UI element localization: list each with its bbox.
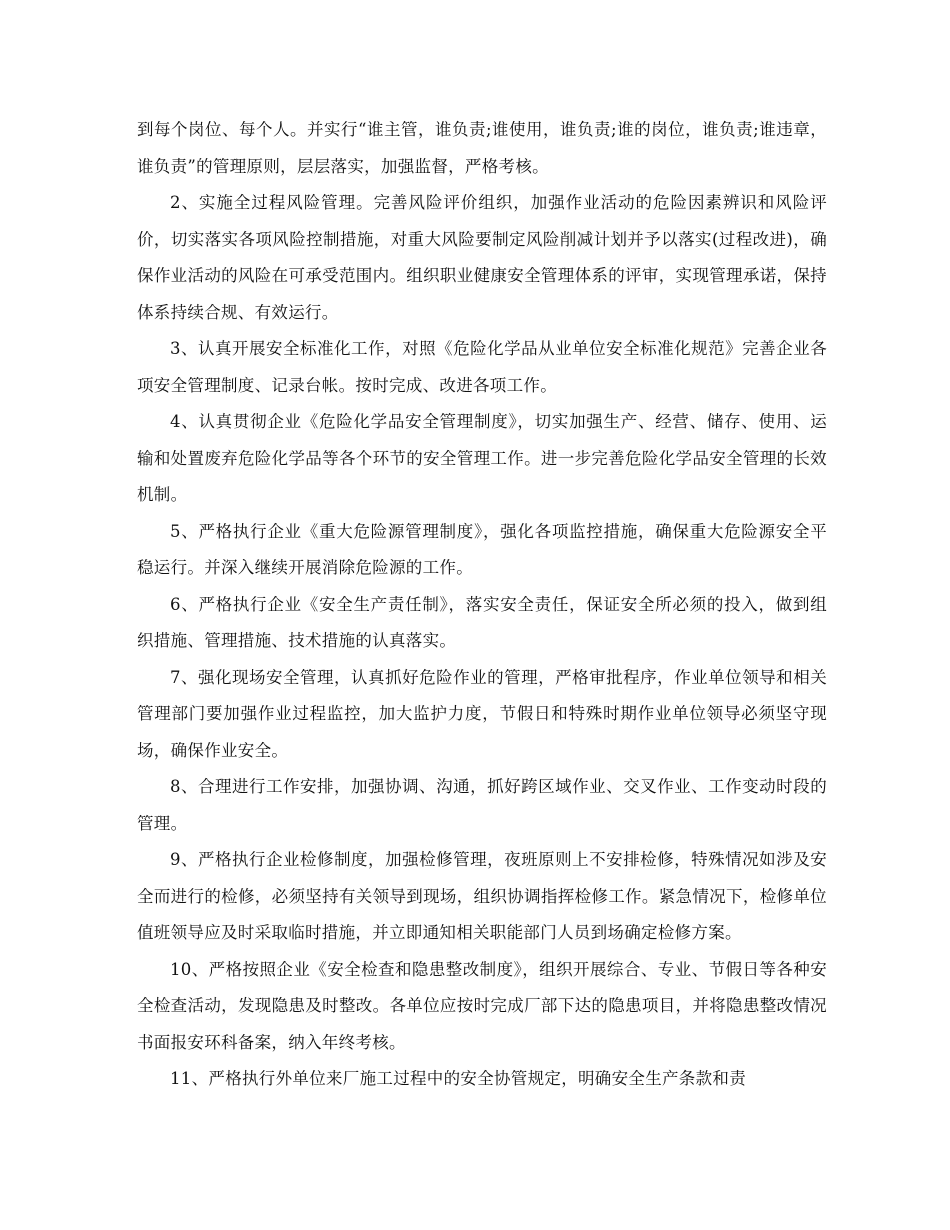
paragraph-item-5: 5、严格执行企业《重大危险源管理制度》，强化各项监控措施，确保重大危险源安全平稳运行。并深入继续开展消除危险源的工作。 [137,521,827,577]
paragraph-continuation: 到每个岗位、每个人。并实行“谁主管，谁负责;谁使用，谁负责;谁的岗位，谁负责;谁违章，谁负责”的管理原则，层层落实，加强监督，严格考核。 [137,120,827,176]
paragraph-item-8: 8、合理进行工作安排，加强协调、沟通，抓好跨区域作业、交叉作业、工作变动时段的管理。 [137,777,827,833]
paragraph-item-7: 7、强化现场安全管理，认真抓好危险作业的管理，严格审批程序，作业单位领导和相关管理部门要加强作业过程监控，加大监护力度，节假日和特殊时期作业单位领导必须坚守现场，确保作业安全。 [137,667,827,760]
paragraph-item-11: 11、严格执行外单位来厂施工过程中的安全协管规定，明确安全生产条款和责 [170,1069,746,1088]
paragraph-item-4: 4、认真贯彻企业《危险化学品安全管理制度》，切实加强生产、经营、储存、使用、运输和处置废弃危险化学品等各个环节的安全管理工作。进一步完善危险化学品安全管理的长效机制。 [137,412,827,504]
paragraph-item-3: 3、认真开展安全标准化工作，对照《危险化学品从业单位安全标准化规范》完善企业各项安全管理制度、记录台帐。按时完成、改进各项工作。 [137,339,827,395]
paragraph-item-10: 10、严格按照企业《安全检查和隐患整改制度》，组织开展综合、专业、节假日等各种安全检查活动，发现隐患及时整改。各单位应按时完成厂部下达的隐患项目，并将隐患整改情况书面报安环科备案，纳入年终考核。 [137,959,827,1052]
document-body [137,112,827,1098]
paragraph-item-9: 9、严格执行企业检修制度，加强检修管理，夜班原则上不安排检修，特殊情况如涉及安全而进行的检修，必须坚持有关领导到现场，组织协调指挥检修工作。紧急情况下，检修单位值班领导应及时采取临时措施，并立即通知相关职能部门人员到场确定检修方案。 [137,850,827,942]
paragraph-item-6: 6、严格执行企业《安全生产责任制》，落实安全责任，保证安全所必须的投入，做到组织措施、管理措施、技术措施的认真落实。 [137,594,827,650]
paragraph-item-2: 2、实施全过程风险管理。完善风险评价组织，加强作业活动的危险因素辨识和风险评价，切实落实各项风险控制措施，对重大风险要制定风险削减计划并予以落实(过程改进)，确保作业活动的风险在可承受范围内。组织职业健康安全管理体系的评审，实现管理承诺，保持体系持续合规、有效运行。 [137,193,827,322]
